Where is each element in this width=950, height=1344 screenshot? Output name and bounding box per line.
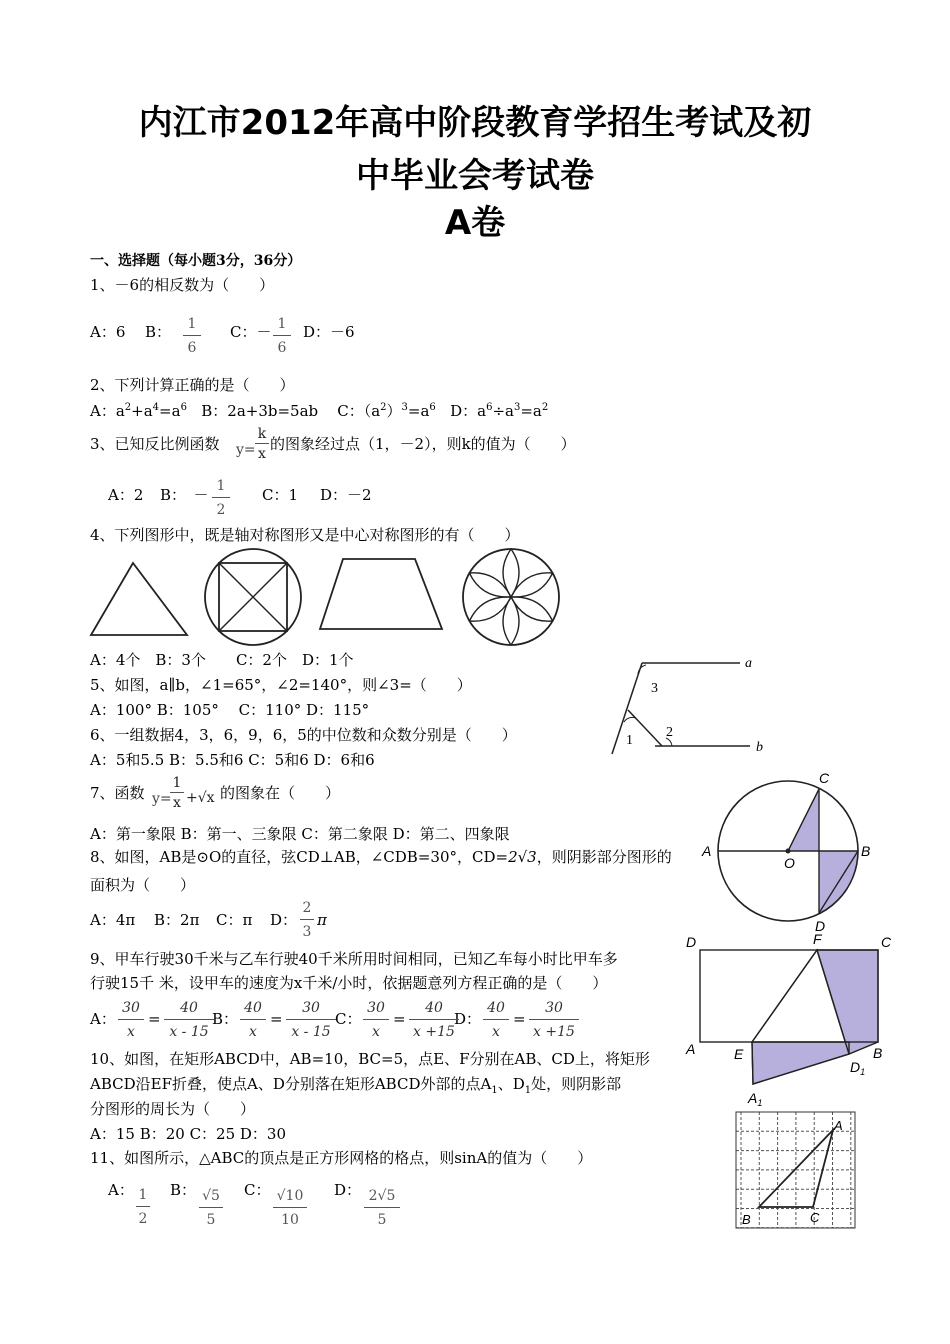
equals-sign: = xyxy=(148,1010,161,1028)
fraction-denominator: 10 xyxy=(281,1212,299,1228)
angle-3-label: 3 xyxy=(651,681,658,696)
q3-stem-post: 的图象经过点（1，－2），则k的值为（ ） xyxy=(270,435,576,453)
fraction-numerator: k xyxy=(257,426,267,442)
q8-stem: 8、如图，AB是⊙O的直径，弦CD⊥AB，∠CDB=30°，CD=2√3，则阴影部分图形的 xyxy=(90,848,672,866)
q9-option-left-fraction: 40 x xyxy=(240,1000,266,1040)
point-o-label: O xyxy=(784,855,795,871)
fraction-numerator: 1 xyxy=(187,316,197,332)
fraction-numerator: 1 xyxy=(172,775,182,791)
point-d-label: D xyxy=(686,934,697,950)
q1-option-a: A：6 xyxy=(90,323,126,341)
q11-option-d-fraction xyxy=(364,1188,400,1228)
q11-grid-figure xyxy=(730,1108,860,1233)
q1-option-b-fraction xyxy=(183,316,201,356)
fraction-numerator: 1 xyxy=(216,478,226,494)
fraction-denominator: 3 xyxy=(302,924,312,940)
fraction-denominator: x xyxy=(173,795,181,811)
angle-2-label: 2 xyxy=(666,725,673,740)
point-b-label: B xyxy=(873,1045,883,1061)
fraction-numerator: √10 xyxy=(276,1188,304,1204)
q8-option-a: A：4π xyxy=(90,911,136,929)
q6-stem: 6、一组数据4，3，6，9，6，5的中位数和众数分别是（ ） xyxy=(90,726,517,744)
equals-sign: = xyxy=(513,1010,526,1028)
fraction-denominator: 5 xyxy=(377,1212,387,1228)
q1-option-b: B： xyxy=(145,323,172,341)
q8-option-d-fraction xyxy=(300,900,314,940)
q7-options: A：第一象限 B：第一、三象限 C：第二象限 D：第二、四象限 xyxy=(90,825,510,843)
q10-line2: ABCD沿EF折叠，使点A、D分别落在矩形ABCD外部的点$A_1$、$D_1$处，则阴影部 xyxy=(90,1075,622,1096)
q7-func-y: y= xyxy=(152,791,172,807)
fraction-numerator: 1 xyxy=(138,1187,148,1203)
q1-option-c: C：－ xyxy=(230,323,272,341)
q3-func-fraction xyxy=(255,426,269,462)
triangle-shape xyxy=(91,563,187,635)
q9-option-a-label: A： xyxy=(90,1010,116,1028)
q11-option-a: A： xyxy=(108,1181,134,1199)
q4-shapes-figure xyxy=(85,545,565,650)
point-a-label: A xyxy=(702,843,712,859)
page-title-line1: 内江市2012年高中阶段教育学招生考试及初 xyxy=(138,103,812,143)
point-a-label: A xyxy=(686,1041,696,1057)
q7-stem-pre: 7、函数 xyxy=(90,784,145,802)
angle-1-label: 1 xyxy=(626,733,633,748)
point-d1-label: $D_1$ xyxy=(850,1059,866,1077)
q3-option-c: C：1 xyxy=(262,486,299,504)
circle-square-x-shape xyxy=(205,549,301,645)
point-f-label: F xyxy=(813,931,822,947)
q8-option-b: B：2π xyxy=(154,911,200,929)
q8-option-d: D： xyxy=(270,911,298,929)
q8-circle-figure xyxy=(700,768,880,938)
q3-stem-pre: 3、已知反比例函数 xyxy=(90,435,220,453)
page-title-line2: 中毕业会考试卷 xyxy=(356,156,594,196)
q3-option-d: D：－2 xyxy=(320,486,372,504)
point-a1-label: $A_1$ xyxy=(748,1090,763,1108)
line-a-label: a xyxy=(745,656,752,671)
q10-line1: 10、如图，在矩形ABCD中，AB=10，BC=5，点E、F分别在AB、CD上，将矩形 xyxy=(90,1050,650,1068)
q9-option-right-fraction: 40 x - 15 xyxy=(164,1000,214,1040)
page-title-line3: A卷 xyxy=(444,203,506,243)
q11-stem: 11、如图所示，△ABC的顶点是正方形网格的格点，则sinA的值为（ ） xyxy=(90,1149,593,1167)
q5-parallel-lines-figure xyxy=(600,650,780,760)
q11-option-c-fraction xyxy=(273,1188,307,1228)
q3-option-a: A：2 xyxy=(108,486,144,504)
q11-option-b: B： xyxy=(170,1181,197,1199)
fraction-denominator: 5 xyxy=(206,1212,216,1228)
equals-sign: = xyxy=(270,1010,283,1028)
q7-func-sqrt: +√x xyxy=(186,790,215,806)
q3-option-b: B： － xyxy=(160,486,209,504)
q9-option-left-fraction: 30 x xyxy=(118,1000,144,1040)
q9-option-c-label: C： xyxy=(335,1010,362,1028)
q9-option-left-fraction: 30 x xyxy=(363,1000,389,1040)
q11-option-c: C： xyxy=(244,1181,271,1199)
q4-options: A：4个 B：3个 C：2个 D：1个 xyxy=(90,651,354,669)
line-b-label: b xyxy=(756,740,763,755)
fraction-denominator: 2 xyxy=(216,502,226,518)
q9-line1: 9、甲车行驶30千米与乙车行驶40千米所用时间相同，已知乙车每小时比甲车多 xyxy=(90,950,618,968)
q10-line3: 分图形的周长为（ ） xyxy=(90,1100,256,1118)
q8-stem-line2: 面积为（ ） xyxy=(90,876,196,894)
q9-option-right-fraction: 40 x +15 xyxy=(409,1000,459,1040)
q6-options: A：5和5.5 B：5.5和6 C：5和6 D：6和6 xyxy=(90,751,375,769)
point-b-label: B xyxy=(742,1212,751,1227)
point-c-label: C xyxy=(881,934,892,950)
equals-sign: = xyxy=(393,1010,406,1028)
q3-func-y: y= xyxy=(236,442,256,458)
point-e-label: E xyxy=(734,1046,744,1062)
point-d-label: D xyxy=(815,918,826,934)
q10-options: A：15 B：20 C：25 D：30 xyxy=(90,1125,287,1143)
fraction-numerator: 1 xyxy=(277,316,287,332)
fraction-denominator: 2 xyxy=(138,1211,148,1227)
q11-option-d: D： xyxy=(334,1181,362,1199)
point-c-label: C xyxy=(810,1210,820,1225)
q7-stem-post: 的图象在（ ） xyxy=(220,784,341,802)
point-b-label: B xyxy=(861,843,871,859)
q8-option-d-pi: π xyxy=(317,911,327,929)
q9-option-right-fraction: 30 x - 15 xyxy=(286,1000,336,1040)
q9-option-d-label: D： xyxy=(454,1010,482,1028)
point-a-label: A xyxy=(834,1118,843,1133)
section-heading: 一、选择题（每小题3分，36分） xyxy=(90,253,302,269)
flower-circle-shape xyxy=(463,549,559,645)
q9-option-left-fraction: 40 x xyxy=(483,1000,509,1040)
q10-rectangle-figure xyxy=(682,930,897,1110)
q7-func-fraction xyxy=(170,775,184,811)
fraction-denominator: 6 xyxy=(277,340,287,356)
trapezoid-shape xyxy=(320,559,442,629)
point-c-label: C xyxy=(819,770,830,786)
q2-stem: 2、下列计算正确的是（ ） xyxy=(90,376,295,394)
q3-option-b-fraction xyxy=(212,478,230,518)
q8-cd-value: 2√3 xyxy=(508,848,537,866)
q1-option-c-fraction xyxy=(273,316,291,356)
q9-option-right-fraction: 30 x +15 xyxy=(529,1000,579,1040)
q9-option-b-label: B： xyxy=(212,1010,239,1028)
fraction-numerator: 2 xyxy=(302,900,312,916)
q2-options: A：$a^2+a^4=a^6$ B：2a+3b=5ab C：$(a^2)^3=a^6$ D：$a^6\div a^3=a^2$ xyxy=(90,402,549,420)
q11-option-b-fraction xyxy=(199,1188,223,1228)
q11-option-a-fraction xyxy=(136,1187,150,1227)
q5-stem: 5、如图，a∥b，∠1=65°，∠2=140°，则∠3=（ ） xyxy=(90,676,472,694)
fraction-numerator: 2√5 xyxy=(368,1188,396,1204)
q4-stem: 4、下列图形中，既是轴对称图形又是中心对称图形的有（ ） xyxy=(90,526,520,544)
q1-option-d: D：－6 xyxy=(303,323,355,341)
q8-option-c: C：π xyxy=(216,911,253,929)
q5-options: A：100° B：105° C：110° D：115° xyxy=(90,701,370,719)
q9-line2: 行驶15千 米，设甲车的速度为x千米/小时，依据题意列方程正确的是（ ） xyxy=(90,974,608,992)
fraction-denominator: x xyxy=(258,446,266,462)
fraction-numerator: √5 xyxy=(202,1188,220,1204)
q1-stem: 1、－6的相反数为（ ） xyxy=(90,276,275,294)
fraction-denominator: 6 xyxy=(187,340,197,356)
